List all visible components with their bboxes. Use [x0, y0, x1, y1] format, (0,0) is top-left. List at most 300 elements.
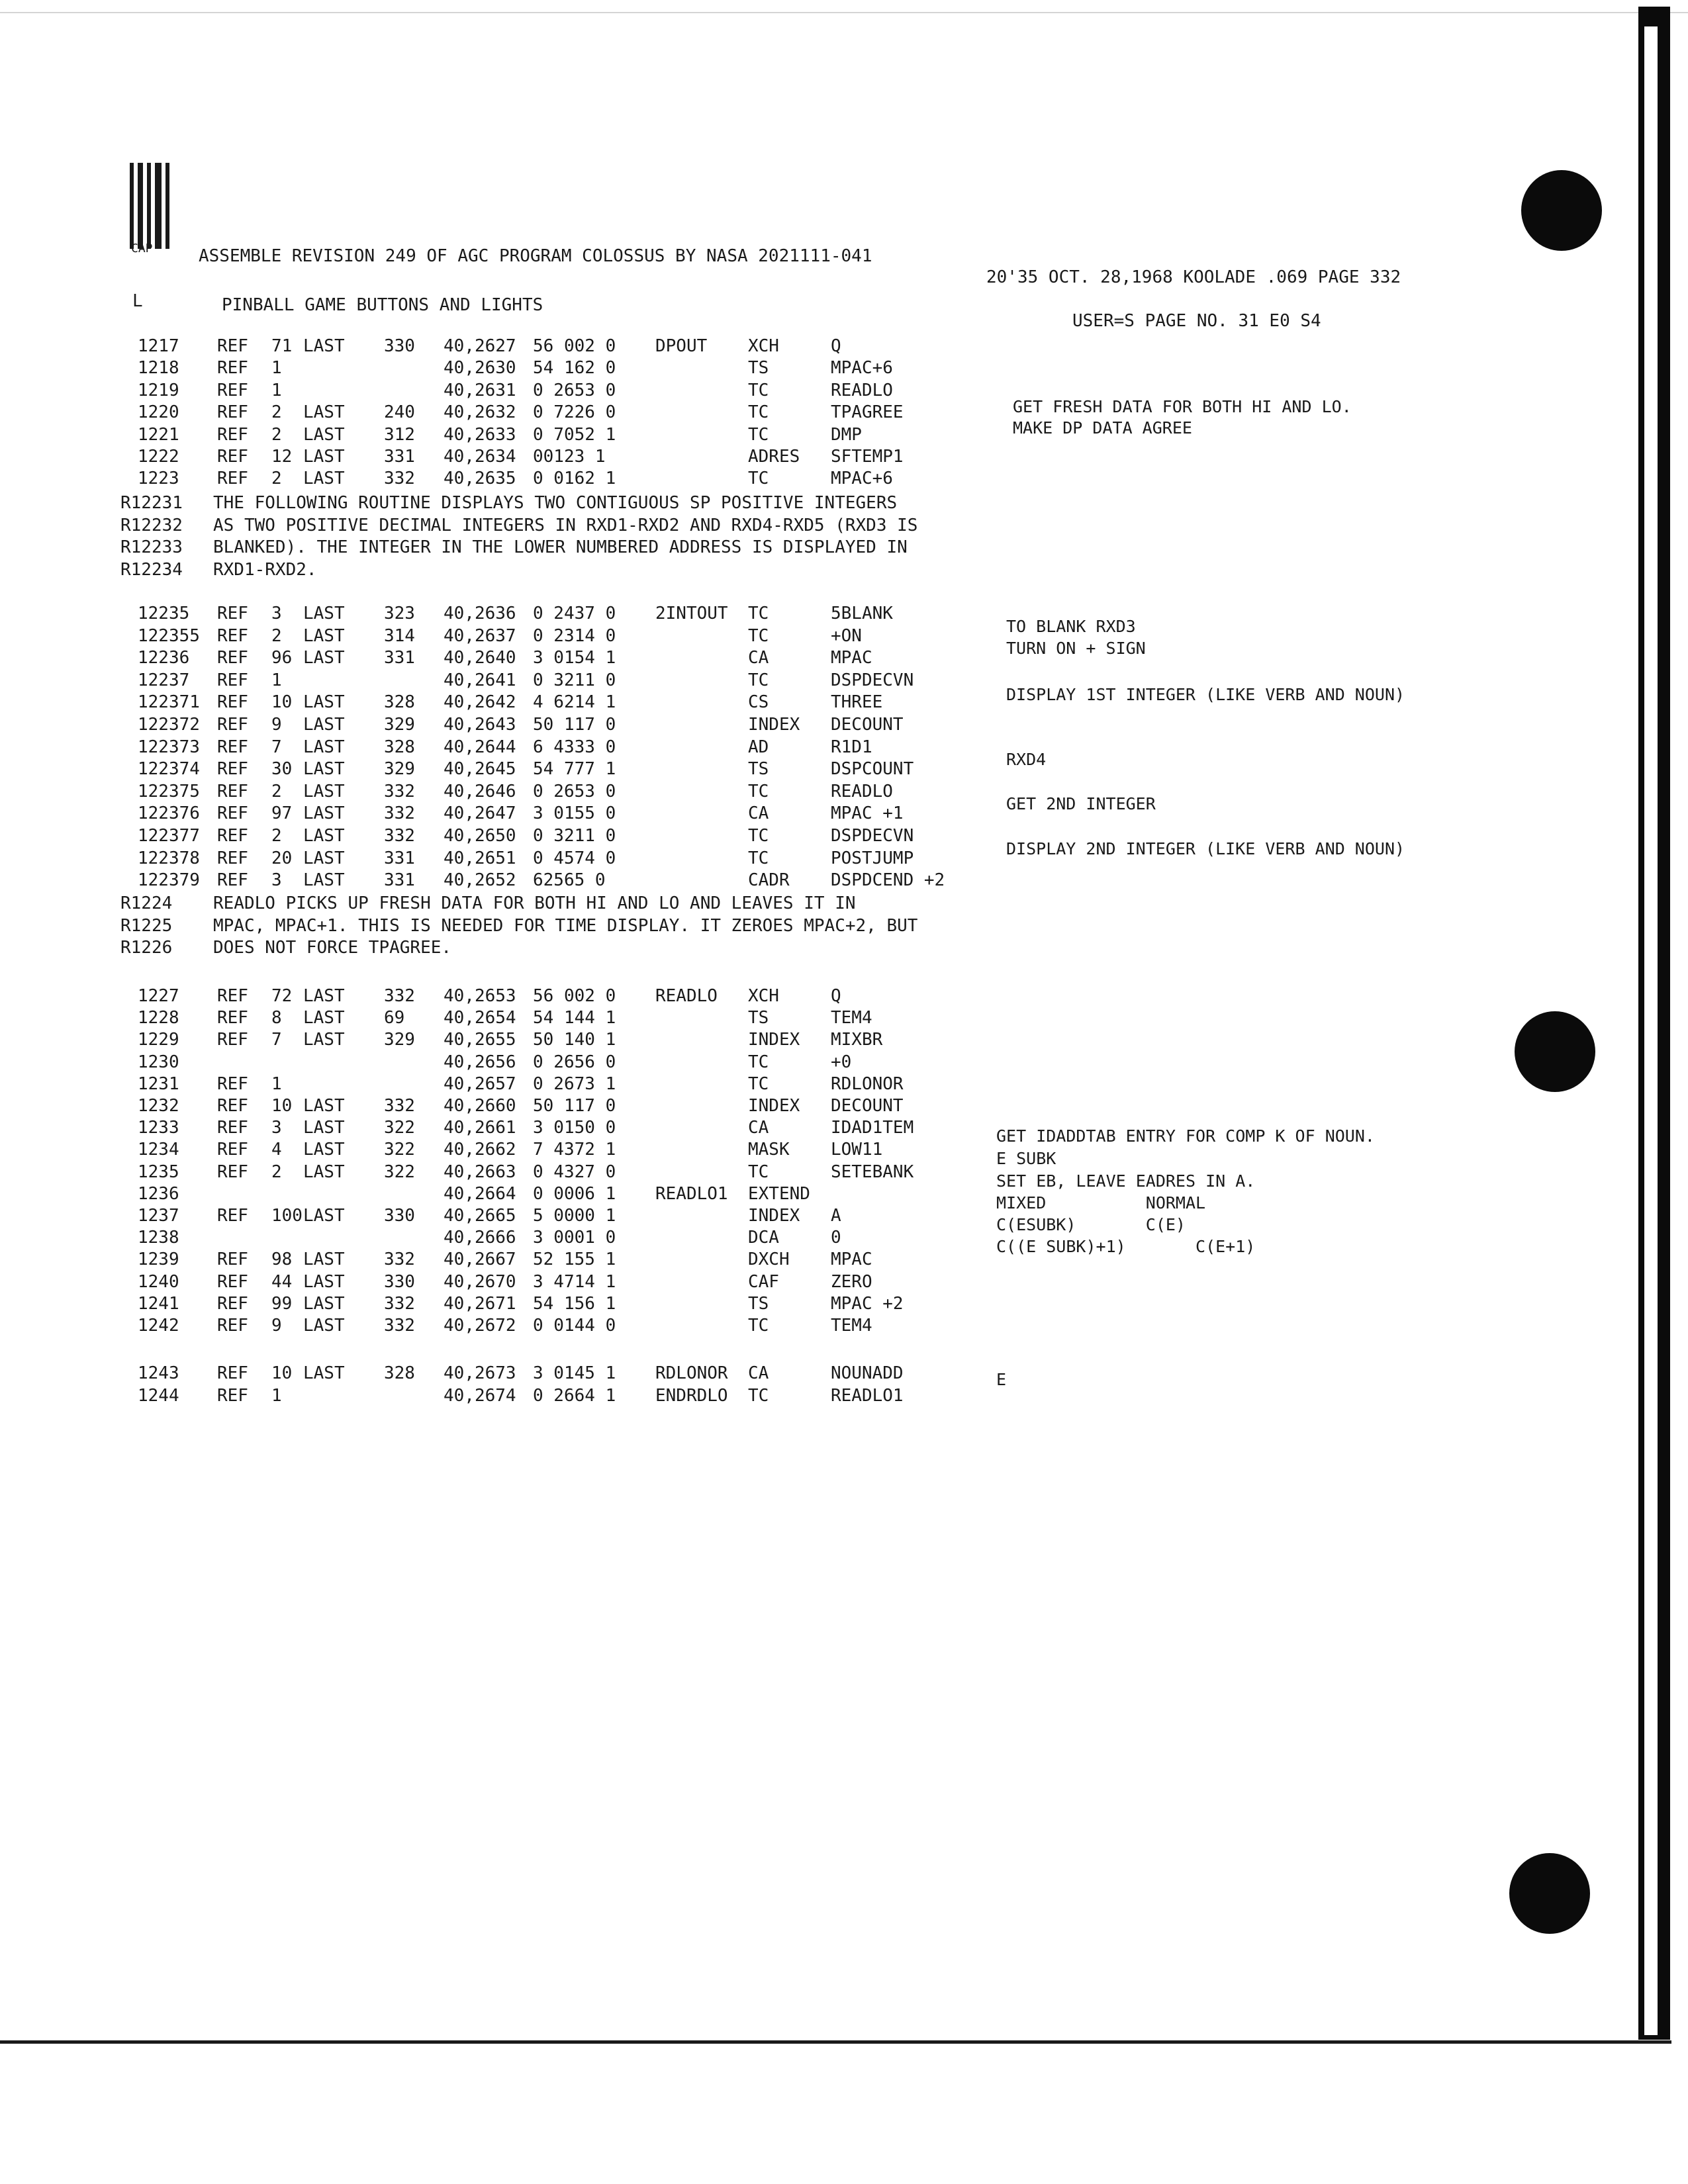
remark-text: BLANKED). THE INTEGER IN THE LOWER NUMBERED ADDRESS IS DISPLAYED IN [213, 537, 908, 557]
listing-opcodeerand: DSPDECVN [831, 670, 914, 690]
listing-ref: REF [217, 986, 248, 1006]
listing-ref: REF [217, 803, 248, 824]
listing-opcode: XCH [748, 336, 779, 356]
listing-last-page: 332 [384, 1096, 415, 1116]
listing-opcodeerand: DMP [831, 424, 862, 445]
comment-line: TO BLANK RXD3 [1006, 617, 1136, 636]
listing-opcode: TC [748, 781, 769, 801]
listing-last: LAST [303, 1316, 345, 1336]
listing-octal-code: 4 6214 1 [533, 692, 616, 713]
listing-last-page: 330 [384, 1206, 415, 1226]
listing-ref: REF [217, 604, 248, 623]
listing-address: 40,2667 [444, 1250, 516, 1270]
listing-address: 40,2660 [444, 1096, 516, 1116]
listing-line-number: 1239 [138, 1250, 179, 1270]
listing-opcodeerand: DSPDECVN [831, 826, 914, 846]
listing-ref: REF [217, 692, 248, 713]
listing-opcode: TC [748, 424, 769, 445]
listing-line-number: 1230 [138, 1052, 179, 1072]
listing-opcodeerand: RDLONOR [831, 1073, 904, 1094]
listing-ref: REF [217, 1118, 248, 1138]
listing-ref-count: 10 [271, 1096, 293, 1116]
page-edge-bottom [0, 2040, 1671, 2044]
listing-address: 40,2653 [444, 986, 516, 1006]
listing-line-number: 122371 [138, 692, 200, 713]
listing-octal-code: 0 0144 0 [533, 1316, 616, 1336]
listing-last-page: 332 [384, 986, 415, 1006]
listing-last-page: 331 [384, 447, 415, 467]
listing-address: 40,2641 [444, 670, 516, 690]
listing-line-number: 1235 [138, 1161, 179, 1182]
binder-hole-middle [1515, 1011, 1595, 1092]
listing-address: 40,2651 [444, 848, 516, 868]
listing-opcodeerand: LOW11 [831, 1140, 883, 1160]
listing-address: 40,2643 [444, 715, 516, 735]
listing-address: 40,2635 [444, 469, 516, 489]
listing-opcodeerand: MPAC +1 [831, 803, 904, 824]
listing-ref-count: 98 [271, 1250, 293, 1270]
listing-address: 40,2636 [444, 604, 516, 623]
comment-line: C(ESUBK) C(E) [996, 1215, 1186, 1234]
comment-line: RXD4 [1006, 750, 1047, 769]
listing-ref: REF [217, 670, 248, 690]
listing-ref: REF [217, 870, 248, 891]
listing-ref: REF [217, 1250, 248, 1270]
listing-opcode: TS [748, 759, 769, 780]
listing-ref-count: 2 [271, 402, 282, 423]
listing-opcode: TC [748, 1161, 769, 1182]
listing-opcode: EXTEND [748, 1183, 810, 1204]
listing-line-number: 122377 [138, 826, 200, 846]
comment-line: C((E SUBK)+1) C(E+1) [996, 1237, 1256, 1256]
listing-ref-count: 97 [271, 803, 293, 824]
listing-octal-code: 54 144 1 [533, 1008, 616, 1028]
listing-label: DPOUT [655, 336, 708, 356]
listing-ref: REF [217, 1363, 248, 1383]
listing-ref: REF [217, 424, 248, 445]
listing-ref: REF [217, 715, 248, 735]
listing-last-page: 332 [384, 1293, 415, 1314]
listing-opcode: CADR [748, 870, 790, 891]
listing-opcode: CA [748, 803, 769, 824]
listing-line-number: 1236 [138, 1183, 179, 1204]
listing-address: 40,2674 [444, 1385, 516, 1406]
listing-last-page: 322 [384, 1140, 415, 1160]
listing-last: LAST [303, 1293, 345, 1314]
listing-opcodeerand: MPAC [831, 648, 872, 668]
listing-last: LAST [303, 986, 345, 1006]
listing-address: 40,2645 [444, 759, 516, 780]
listing-line-number: 1243 [138, 1363, 179, 1383]
listing-ref: REF [217, 625, 248, 646]
listing-ref-count: 1 [271, 358, 282, 379]
listing-ref-count: 30 [271, 759, 293, 780]
listing-octal-code: 6 4333 0 [533, 737, 616, 757]
listing-last: LAST [303, 604, 345, 623]
listing-last: LAST [303, 715, 345, 735]
listing-octal-code: 3 0001 0 [533, 1228, 616, 1248]
listing-label: ENDRDLO [655, 1385, 728, 1406]
listing-line-number: 1241 [138, 1293, 179, 1314]
listing-opcodeerand: MPAC +2 [831, 1293, 904, 1314]
listing-last-page: 322 [384, 1118, 415, 1138]
listing-label: 2INTOUT [655, 604, 728, 623]
remark-text: MPAC, MPAC+1. THIS IS NEEDED FOR TIME DISPLAY. IT ZEROES MPAC+2, BUT [213, 915, 918, 936]
listing-ref: REF [217, 648, 248, 668]
listing-octal-code: 3 0154 1 [533, 648, 616, 668]
listing-ref-count: 1 [271, 670, 282, 690]
listing-address: 40,2655 [444, 1030, 516, 1050]
listing-octal-code: 00123 1 [533, 447, 606, 467]
listing-ref: REF [217, 1161, 248, 1182]
listing-last: LAST [303, 424, 345, 445]
listing-opcode: DXCH [748, 1250, 790, 1270]
listing-octal-code: 0 4327 0 [533, 1161, 616, 1182]
listing-octal-code: 0 2437 0 [533, 604, 616, 623]
listing-line-number: 1221 [138, 424, 179, 445]
listing-last: LAST [303, 336, 345, 356]
listing-ref-count: 3 [271, 604, 282, 623]
listing-last: LAST [303, 826, 345, 846]
listing-octal-code: 0 2653 0 [533, 781, 616, 801]
listing-ref: REF [217, 1073, 248, 1094]
listing-line-number: 1222 [138, 447, 179, 467]
listing-last-page: 332 [384, 469, 415, 489]
listing-opcode: TC [748, 625, 769, 646]
listing-last: LAST [303, 759, 345, 780]
remark-line-number: R1225 [120, 915, 173, 936]
listing-line-number: 1240 [138, 1271, 179, 1292]
listing-opcodeerand: ZERO [831, 1271, 872, 1292]
listing-line-number: 1244 [138, 1385, 179, 1406]
listing-line-number: 122373 [138, 737, 200, 757]
remark-text: DOES NOT FORCE TPAGREE. [213, 938, 452, 958]
listing-ref: REF [217, 1030, 248, 1050]
listing-opcode: INDEX [748, 1096, 800, 1116]
listing-last: LAST [303, 692, 345, 713]
listing-last-page: 332 [384, 1316, 415, 1336]
listing-opcodeerand: READLO [831, 781, 893, 801]
listing-last-page: 331 [384, 870, 415, 891]
listing-opcodeerand: +0 [831, 1052, 852, 1072]
listing-last: LAST [303, 625, 345, 646]
listing-ref-count: 20 [271, 848, 293, 868]
listing-opcodeerand: POSTJUMP [831, 848, 914, 868]
listing-line-number: 122378 [138, 848, 200, 868]
listing-line-number: 1223 [138, 469, 179, 489]
listing-address: 40,2633 [444, 424, 516, 445]
listing-last-page: 240 [384, 402, 415, 423]
listing-ref-count: 72 [271, 986, 293, 1006]
comment-line: GET FRESH DATA FOR BOTH HI AND LO. [1013, 397, 1352, 416]
listing-octal-code: 0 0162 1 [533, 469, 616, 489]
listing-ref-count: 2 [271, 781, 282, 801]
listing-opcode: CA [748, 1363, 769, 1383]
listing-opcode: TC [748, 402, 769, 423]
listing-ref: REF [217, 1140, 248, 1160]
listing-last-page: 328 [384, 1363, 415, 1383]
corner-mark: CAP [131, 242, 153, 255]
listing-octal-code: 3 4714 1 [533, 1271, 616, 1292]
listing-last-page: 330 [384, 336, 415, 356]
listing-octal-code: 52 155 1 [533, 1250, 616, 1270]
listing-line-number: 1231 [138, 1073, 179, 1094]
listing-octal-code: 0 4574 0 [533, 848, 616, 868]
listing-ref: REF [217, 759, 248, 780]
listing-line-number: 1233 [138, 1118, 179, 1138]
listing-opcodeerand: IDAD1TEM [831, 1118, 914, 1138]
listing-octal-code: 50 140 1 [533, 1030, 616, 1050]
listing-opcodeerand: READLO1 [831, 1385, 904, 1406]
listing-ref: REF [217, 826, 248, 846]
listing-line-number: 122376 [138, 803, 200, 824]
listing-last: LAST [303, 1030, 345, 1050]
listing-opcode: INDEX [748, 1030, 800, 1050]
listing-last: LAST [303, 870, 345, 891]
listing-line-number: 122379 [138, 870, 200, 891]
header-datetime: 20'35 OCT. 28,1968 KOOLADE .069 PAGE 332 [986, 267, 1401, 287]
listing-last: LAST [303, 1161, 345, 1182]
listing-last-page: 329 [384, 1030, 415, 1050]
listing-opcodeerand: A [831, 1206, 841, 1226]
listing-line-number: 1238 [138, 1228, 179, 1248]
listing-ref: REF [217, 1385, 248, 1406]
listing-octal-code: 3 0145 1 [533, 1363, 616, 1383]
listing-opcode: TS [748, 1008, 769, 1028]
comment-line: TURN ON + SIGN [1006, 639, 1146, 658]
listing-last: LAST [303, 648, 345, 668]
remark-text: READLO PICKS UP FRESH DATA FOR BOTH HI AND LO AND LEAVES IT IN [213, 893, 856, 913]
listing-opcodeerand: 5BLANK [831, 604, 893, 623]
remark-line-number: R12232 [120, 515, 183, 535]
listing-ref: REF [217, 781, 248, 801]
listing-opcodeerand: R1D1 [831, 737, 872, 757]
listing-ref: REF [217, 1206, 248, 1226]
listing-last-page: 329 [384, 759, 415, 780]
listing-octal-code: 0 3211 0 [533, 826, 616, 846]
listing-address: 40,2642 [444, 692, 516, 713]
listing-octal-code: 7 4372 1 [533, 1140, 616, 1160]
listing-address: 40,2671 [444, 1293, 516, 1314]
listing-last-page: 331 [384, 848, 415, 868]
listing-address: 40,2647 [444, 803, 516, 824]
listing-ref-count: 44 [271, 1271, 293, 1292]
listing-octal-code: 56 002 0 [533, 986, 616, 1006]
listing-last: LAST [303, 1008, 345, 1028]
listing-line-number: 1234 [138, 1140, 179, 1160]
listing-ref-count: 4 [271, 1140, 282, 1160]
listing-ref-count: 10 [271, 692, 293, 713]
listing-address: 40,2661 [444, 1118, 516, 1138]
listing-ref-count: 100 [271, 1206, 303, 1226]
listing-octal-code: 50 117 0 [533, 715, 616, 735]
listing-ref: REF [217, 447, 248, 467]
listing-last: LAST [303, 1250, 345, 1270]
listing-last-page: 312 [384, 424, 415, 445]
listing-address: 40,2644 [444, 737, 516, 757]
remark-text: THE FOLLOWING ROUTINE DISPLAYS TWO CONTIGUOUS SP POSITIVE INTEGERS [213, 493, 898, 513]
listing-opcodeerand: THREE [831, 692, 883, 713]
listing-last-page: 329 [384, 715, 415, 735]
user-page-number: USER=S PAGE NO. 31 E0 S4 [1072, 311, 1321, 331]
listing-ref: REF [217, 402, 248, 423]
listing-address: 40,2666 [444, 1228, 516, 1248]
listing-ref-count: 2 [271, 625, 282, 646]
binder-hole-bottom [1509, 1853, 1590, 1934]
listing-line-number: 1232 [138, 1096, 179, 1116]
listing-line-number: 1220 [138, 402, 179, 423]
listing-opcode: INDEX [748, 1206, 800, 1226]
listing-last: LAST [303, 1140, 345, 1160]
comment-line: DISPLAY 1ST INTEGER (LIKE VERB AND NOUN) [1006, 685, 1405, 704]
listing-last: LAST [303, 737, 345, 757]
comment-line: SET EB, LEAVE EADRES IN A. [996, 1171, 1256, 1191]
listing-opcode: CA [748, 648, 769, 668]
listing-address: 40,2672 [444, 1316, 516, 1336]
listing-address: 40,2637 [444, 625, 516, 646]
listing-last-page: 332 [384, 803, 415, 824]
listing-octal-code: 0 3211 0 [533, 670, 616, 690]
listing-address: 40,2630 [444, 358, 516, 379]
listing-opcodeerand: MPAC+6 [831, 469, 893, 489]
listing-octal-code: 54 162 0 [533, 358, 616, 379]
listing-ref: REF [217, 737, 248, 757]
remark-line-number: R1224 [120, 893, 173, 913]
listing-ref: REF [217, 469, 248, 489]
listing-octal-code: 0 2656 0 [533, 1052, 616, 1072]
listing-address: 40,2663 [444, 1161, 516, 1182]
listing-line-number: 12235 [138, 604, 190, 623]
listing-line-number: 12236 [138, 648, 190, 668]
listing-opcode: TS [748, 1293, 769, 1314]
listing-octal-code: 3 0150 0 [533, 1118, 616, 1138]
listing-ref-count: 2 [271, 826, 282, 846]
listing-opcodeerand: Q [831, 336, 841, 356]
listing-opcode: TC [748, 1052, 769, 1072]
listing-opcode: TC [748, 670, 769, 690]
listing-opcodeerand: READLO [831, 380, 893, 400]
listing-opcode: CA [748, 1118, 769, 1138]
listing-ref: REF [217, 380, 248, 400]
listing-opcodeerand: 0 [831, 1228, 841, 1248]
listing-opcode: XCH [748, 986, 779, 1006]
listing-opcodeerand: MIXBR [831, 1030, 883, 1050]
listing-line-number: 1217 [138, 336, 179, 356]
listing-address: 40,2665 [444, 1206, 516, 1226]
listing-ref-count: 2 [271, 469, 282, 489]
listing-opcodeerand: TPAGREE [831, 402, 904, 423]
listing-last-page: 69 [384, 1008, 405, 1028]
listing-opcode: TC [748, 1073, 769, 1094]
listing-octal-code: 62565 0 [533, 870, 606, 891]
listing-ref-count: 9 [271, 715, 282, 735]
listing-octal-code: 50 117 0 [533, 1096, 616, 1116]
listing-line-number: 1219 [138, 380, 179, 400]
listing-opcodeerand: TEM4 [831, 1316, 872, 1336]
scan-edge-top [0, 12, 1688, 13]
listing-octal-code: 3 0155 0 [533, 803, 616, 824]
listing-opcodeerand: DSPCOUNT [831, 759, 914, 780]
listing-opcodeerand: MPAC+6 [831, 358, 893, 379]
listing-line-number: 122355 [138, 625, 200, 646]
listing-label: READLO1 [655, 1183, 728, 1204]
listing-ref: REF [217, 848, 248, 868]
listing-last-page: 330 [384, 1271, 415, 1292]
listing-opcode: MASK [748, 1140, 790, 1160]
listing-opcode: TS [748, 358, 769, 379]
listing-last: LAST [303, 447, 345, 467]
listing-address: 40,2650 [444, 826, 516, 846]
listing-address: 40,2632 [444, 402, 516, 423]
remark-text: RXD1-RXD2. [213, 559, 317, 580]
remark-text: AS TWO POSITIVE DECIMAL INTEGERS IN RXD1-RXD2 AND RXD4-RXD5 (RXD3 IS [213, 515, 918, 535]
listing-opcodeerand: SETEBANK [831, 1161, 914, 1182]
listing-line-number: 1242 [138, 1316, 179, 1336]
listing-opcodeerand: DECOUNT [831, 1096, 904, 1116]
listing-ref-count: 99 [271, 1293, 293, 1314]
listing-ref-count: 1 [271, 1385, 282, 1406]
listing-last: LAST [303, 1118, 345, 1138]
listing-opcode: INDEX [748, 715, 800, 735]
listing-ref-count: 9 [271, 1316, 282, 1336]
listing-address: 40,2634 [444, 447, 516, 467]
listing-line-number: 1218 [138, 358, 179, 379]
page-edge-right-inner [1644, 26, 1658, 2035]
listing-line-number: 1229 [138, 1030, 179, 1050]
listing-last-page: 314 [384, 625, 415, 646]
listing-last-page: 331 [384, 648, 415, 668]
listing-address: 40,2657 [444, 1073, 516, 1094]
listing-ref: REF [217, 1293, 248, 1314]
listing-octal-code: 0 2653 0 [533, 380, 616, 400]
listing-opcode: TC [748, 604, 769, 623]
listing-opcodeerand: TEM4 [831, 1008, 872, 1028]
listing-opcode: TC [748, 1385, 769, 1406]
listing-ref: REF [217, 1271, 248, 1292]
listing-octal-code: 54 777 1 [533, 759, 616, 780]
listing-opcode: CAF [748, 1271, 779, 1292]
listing-last: LAST [303, 402, 345, 423]
listing-last: LAST [303, 1271, 345, 1292]
remark-line-number: R1226 [120, 938, 173, 958]
listing-ref-count: 10 [271, 1363, 293, 1383]
listing-octal-code: 0 7052 1 [533, 424, 616, 445]
listing-last: LAST [303, 848, 345, 868]
listing-ref-count: 8 [271, 1008, 282, 1028]
listing-address: 40,2656 [444, 1052, 516, 1072]
listing-opcode: ADRES [748, 447, 800, 467]
listing-line-number: 1228 [138, 1008, 179, 1028]
listing-opcode: TC [748, 826, 769, 846]
comment-line: E SUBK [996, 1149, 1056, 1168]
listing-ref: REF [217, 1096, 248, 1116]
listing-ref-count: 7 [271, 1030, 282, 1050]
listing-label: RDLONOR [655, 1363, 728, 1383]
listing-opcode: CS [748, 692, 769, 713]
listing-address: 40,2664 [444, 1183, 516, 1204]
assemble-line: ASSEMBLE REVISION 249 OF AGC PROGRAM COLOSSUS BY NASA 2021111-041 [199, 246, 872, 266]
listing-last-page: 328 [384, 737, 415, 757]
listing-opcodeerand: NOUNADD [831, 1363, 904, 1383]
listing-last-page: 332 [384, 826, 415, 846]
binder-hole-top [1521, 170, 1602, 251]
listing-line-number: 122372 [138, 715, 200, 735]
listing-address: 40,2673 [444, 1363, 516, 1383]
listing-address: 40,2627 [444, 336, 516, 356]
listing-line-number: 122374 [138, 759, 200, 780]
listing-address: 40,2640 [444, 648, 516, 668]
listing-octal-code: 0 7226 0 [533, 402, 616, 423]
